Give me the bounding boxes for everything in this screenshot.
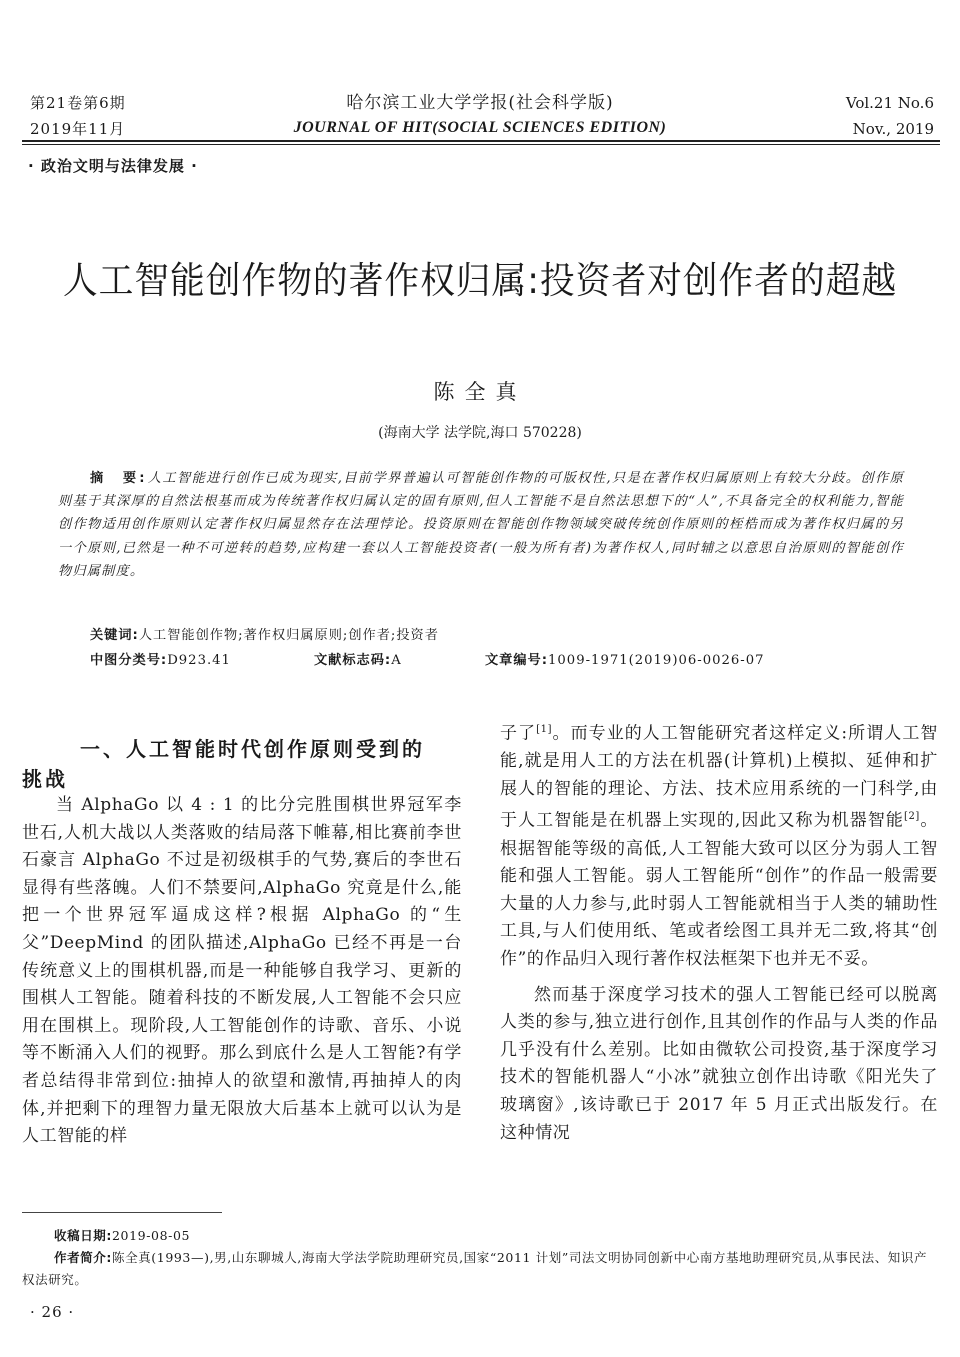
doc-code-label: 文献标志码: <box>314 653 392 668</box>
para-text-b: 。而专业的人工智能研究者这样定义:所谓人工智能,就是用人工的方法在机器(计算机)上模拟、延伸和扩展人的智能的理论、方法、技术应用系统的一门科学,由于人工智能是在机器上实现的,因此又称为机器智能 <box>500 723 938 832</box>
clc-code <box>90 649 231 668</box>
header-center <box>0 93 960 138</box>
bio-label: 作者简介: <box>54 1250 112 1265</box>
bio-text: 陈全真(1993—),男,山东聊城人,海南大学法学院助理研究员,国家“2011 计划”司法文明协同创新中心南方基地助理研究员,从事民法、知识产权法研究。 <box>22 1250 928 1287</box>
para-text-c: 。根据智能等级的高低,人工智能大致可以区分为弱人工智能和强人工智能。弱人工智能所“创作”的作品一般需要大量的人力参与,此时弱人工智能就相当于人类的辅助性工具,与人们使用纸、笔或者绘图工具并无二致,将其“创作”的作品归入现行著作权法框架下也并无不妥。 <box>500 811 939 970</box>
journal-title-en-main: JOURNAL OF HIT <box>293 119 433 136</box>
clc-label: 中图分类号: <box>90 653 168 668</box>
received-date: 2019-08-05 <box>112 1228 191 1243</box>
keywords-text: 人工智能创作物;著作权归属原则;创作者;投资者 <box>138 628 439 643</box>
para-text-a: 子了 <box>500 723 537 744</box>
header-rule-thick <box>22 140 940 142</box>
body-paragraph-1: 当 AlphaGo 以 4 : 1 的比分完胜围棋世界冠军李世石,人机大战以人类落败的结局落下帷幕,相比赛前李世石豪言 AlphaGo 不过是初级棋手的气势,赛后的李世石显得有些落魄。人们不禁要问,AlphaGo 究竟是什么,能把一个世界冠军逼成这样?根据 AlphaGo 的“生父”DeepMind 的团队描述,AlphaGo 已经不再是一台传统意义上的围棋机器,而是一种能够自我学习、更新的围棋人工智能。随着科技的不断发展,人工智能不会只应用在围棋上。现阶段,人工智能创作的诗歌、音乐、小说等不断涌入人们的视野。那么到底什么是人工智能?有学者总结得非常到位:抽掉人的欲望和激情,再抽掉人的肉体,并把剩下的理智力量无限放大后基本上就可以认为是人工智能的样 <box>22 795 463 1147</box>
body-left-column <box>22 792 462 1151</box>
header-right <box>846 93 934 139</box>
body-paragraph-2: 然而基于深度学习技术的强人工智能已经可以脱离人类的参与,独立进行创作,且其创作的作品与人类的作品几乎没有什么差别。比如由微软公司投资,基于深度学习技术的智能机器人“小冰”就独立创作出诗歌《阳光失了玻璃窗》,该诗歌已于 2017 年 5 月正式出版发行。在这种情况 <box>500 984 938 1143</box>
citation-1: [1] <box>536 724 553 735</box>
volume-issue-zh: 第21卷第6期 <box>30 94 126 112</box>
abstract <box>58 467 904 583</box>
header-rule-thin <box>22 144 940 145</box>
abstract-text: 人工智能进行创作已成为现实,目前学界普遍认可智能创作物的可版权性,只是在著作权归属原则上有较大分歧。创作原则基于其深厚的自然法根基而成为传统著作权归属认定的固有原则,但人工智能不是自然法思想下的“人”,不具备完全的权利能力,智能创作物适用创作原则认定著作权归属显然存在法理悖论。投资原则在智能创作物领域突破传统创作原则的桎梏而成为著作权归属的另一个原则,已然是一种不可逆转的趋势,应构建一套以人工智能投资者(一般为所有者)为著作权人,同时辅之以意思自治原则的智能创作物归属制度。 <box>58 471 904 579</box>
keywords <box>90 624 439 643</box>
date-en: Nov., 2019 <box>852 120 934 138</box>
footnote-author-bio <box>22 1247 940 1291</box>
section-heading <box>22 734 462 794</box>
footnote-rule <box>22 1212 222 1213</box>
date-zh: 2019年11月 <box>30 120 126 138</box>
author-name: 陈全真 <box>433 380 527 404</box>
body-right-column <box>500 716 938 1147</box>
doc-code <box>314 649 402 668</box>
section-heading-line2: 挑战 <box>22 767 68 791</box>
doc-code-value: A <box>391 653 402 668</box>
received-label: 收稿日期: <box>54 1228 112 1243</box>
keywords-label: 关键词: <box>90 628 139 643</box>
journal-title-zh: 哈尔滨工业大学学报(社会科学版) <box>346 93 614 113</box>
journal-title-en-sub: SOCIAL SCIENCES EDITION <box>438 119 661 136</box>
article-title: 人工智能创作物的著作权归属:投资者对创作者的超越 <box>62 259 898 302</box>
article-number-value: 1009-1971(2019)06-0026-07 <box>548 653 765 668</box>
section-heading-line1: 一、人工智能时代创作原则受到的 <box>80 737 425 761</box>
clc-value: D923.41 <box>167 653 231 668</box>
page-number: · 26 · <box>30 1303 75 1321</box>
abstract-label: 摘 要: <box>90 471 148 486</box>
article-number-label: 文章编号: <box>485 653 549 668</box>
article-number <box>485 649 765 668</box>
section-tag: · 政治文明与法律发展 · <box>28 157 198 175</box>
body-paragraph-1-continued <box>500 716 938 974</box>
citation-2: [2] <box>903 811 920 823</box>
journal-title-en: JOURNAL OF HIT(SOCIAL SCIENCES EDITION) <box>293 119 667 136</box>
volume-issue-en: Vol.21 No.6 <box>845 94 934 112</box>
footnote-received <box>22 1225 940 1247</box>
author-affiliation: (海南大学 法学院,海口 570228) <box>378 425 582 441</box>
